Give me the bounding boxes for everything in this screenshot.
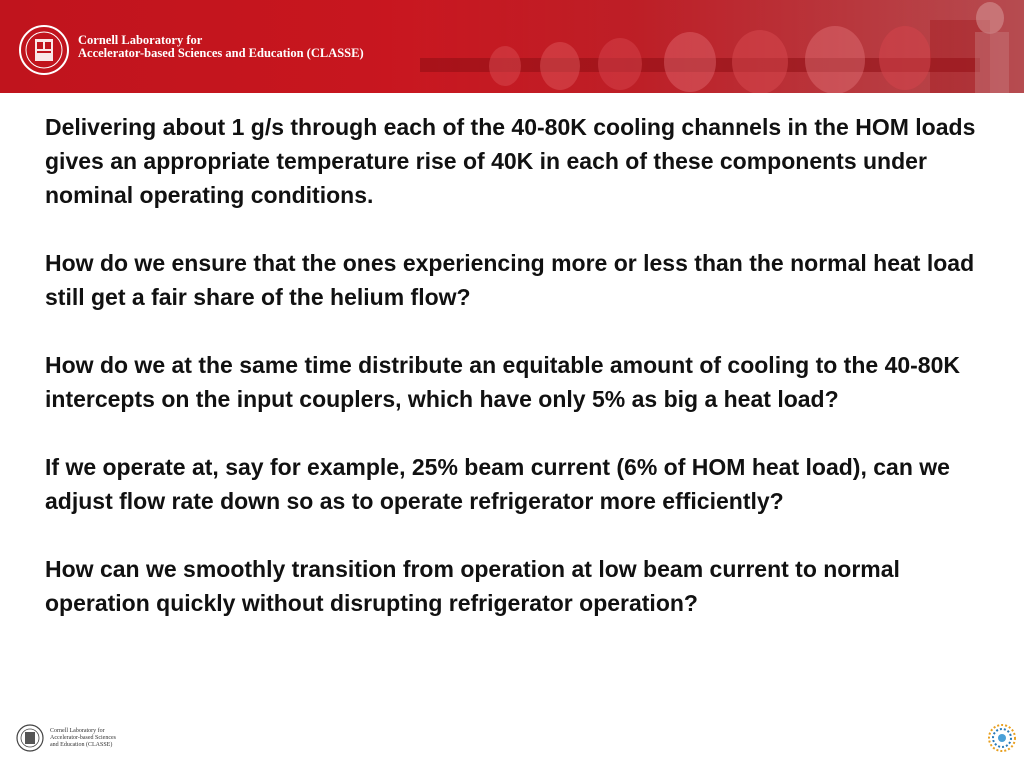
paragraph-3: How do we at the same time distribute an equitable amount of cooling to the 40-80K intercepts on the input couplers, which have only 5% as big a heat load? (45, 352, 961, 412)
organization-name (78, 34, 364, 60)
paragraph-4: If we operate at, say for example, 25% beam current (6% of HOM heat load), can we adjust flow rate down so as to operate refrigerator more efficiently? (45, 454, 950, 514)
footer-line-2: Accelerator-based Sciences (50, 735, 117, 741)
footer-line-3: and Education (CLASSE) (50, 742, 113, 748)
cornell-seal-small-icon (16, 724, 44, 752)
header-banner (0, 0, 1024, 93)
paragraph-2: How do we ensure that the ones experiencing more or less than the normal heat load still get a fair share of the helium flow? (45, 250, 975, 310)
org-line-2: Accelerator-based Sciences and Education (CLASSE) (78, 46, 364, 60)
footer-line-1: Cornell Laboratory for (50, 728, 105, 734)
cornell-seal-icon (18, 24, 70, 76)
slide-body (45, 110, 995, 654)
paragraph-1: Delivering about 1 g/s through each of the 40-80K cooling channels in the HOM loads gives an appropriate temperature rise of 40K in each of these components under nominal operating conditions. (45, 114, 976, 208)
footer-org-name (50, 728, 170, 749)
paragraph-5: How can we smoothly transition from operation at low beam current to normal operation quickly without disrupting refrigerator operation? (45, 556, 900, 616)
org-line-1: Cornell Laboratory for (78, 33, 203, 47)
circular-emblem-icon (986, 722, 1018, 754)
